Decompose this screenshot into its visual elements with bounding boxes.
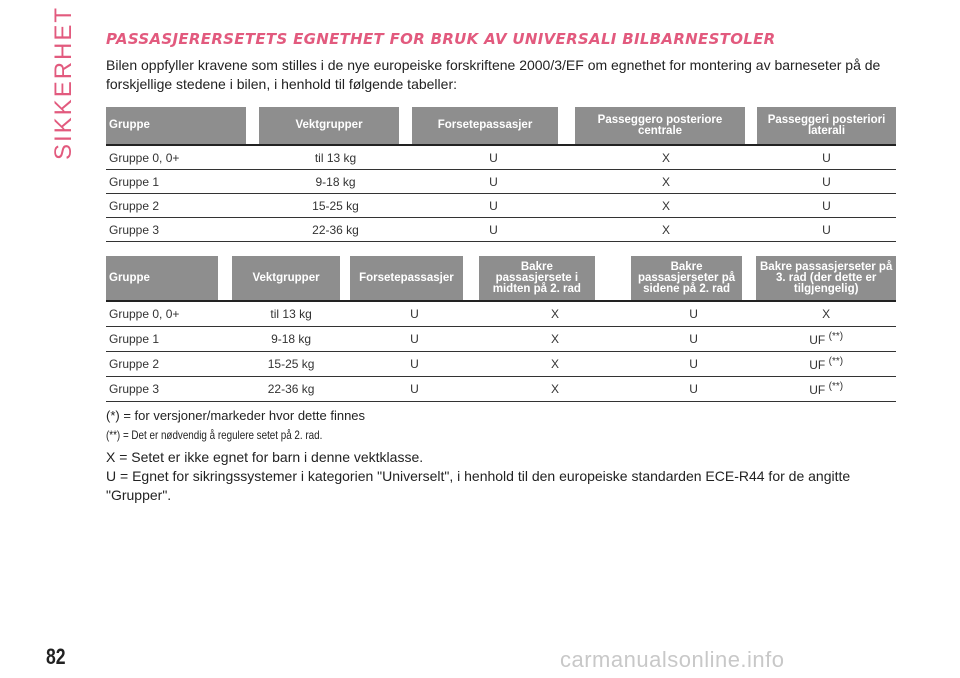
column-header: Passeggero posteriore centrale <box>575 107 745 145</box>
page-number: 82 <box>46 644 66 669</box>
table-cell: 15-25 kg <box>259 194 412 218</box>
legend-x: X = Setet er ikke egnet for barn i denne vektklasse. <box>106 449 424 465</box>
table-cell: U <box>631 327 756 352</box>
watermark: carmanualsonline.info <box>560 647 785 672</box>
table-cell: U <box>350 377 479 402</box>
table-cell: U <box>631 301 756 327</box>
footnote-mark: (**) <box>828 356 844 367</box>
table-row <box>106 170 896 194</box>
table-cell <box>756 352 896 377</box>
table-cell: Gruppe 2 <box>106 352 232 377</box>
table-cell: U <box>412 194 575 218</box>
table-cell: X <box>575 194 757 218</box>
table-cell: X <box>575 170 757 194</box>
table-cell: X <box>575 218 757 242</box>
table-cell: Gruppe 1 <box>106 327 232 352</box>
table-cell: U <box>350 301 479 327</box>
footnote-mark: (**) <box>828 331 844 342</box>
table-row <box>106 301 896 327</box>
column-header: Forsetepassasjer <box>412 107 558 145</box>
table-cell: U <box>412 145 575 170</box>
suitability-table-1 <box>106 107 896 242</box>
table-cell: 22-36 kg <box>232 377 349 402</box>
table-cell: til 13 kg <box>232 301 349 327</box>
footnote-mark: (**) <box>828 381 844 392</box>
table-cell: Gruppe 0, 0+ <box>106 301 232 327</box>
table-cell: X <box>479 301 631 327</box>
table-cell: X <box>575 145 757 170</box>
column-header: Forsetepassasjer <box>350 256 463 301</box>
table-cell: X <box>756 301 896 327</box>
table-cell: U <box>350 352 479 377</box>
table-cell: Gruppe 3 <box>106 218 259 242</box>
column-header: Bakre passasjerseter på sidene på 2. rad <box>631 256 742 301</box>
table-cell <box>756 377 896 402</box>
table-cell: til 13 kg <box>259 145 412 170</box>
footnote-single-star: (*) = for versjoner/markeder hvor dette finnes <box>106 408 366 423</box>
table-cell: 22-36 kg <box>259 218 412 242</box>
table-cell: X <box>479 377 631 402</box>
table-header-row <box>106 256 896 301</box>
table-cell: Gruppe 0, 0+ <box>106 145 259 170</box>
table-cell: U <box>631 377 756 402</box>
table-cell: U <box>757 218 896 242</box>
column-header: Gruppe <box>106 107 246 145</box>
table-cell: 15-25 kg <box>232 352 349 377</box>
column-header: Vektgrupper <box>232 256 339 301</box>
table-cell: U <box>757 170 896 194</box>
table-cell: 9-18 kg <box>232 327 349 352</box>
column-header: Vektgrupper <box>259 107 399 145</box>
column-header: Passeggeri posteriori laterali <box>757 107 896 145</box>
table-row <box>106 218 896 242</box>
table-row <box>106 352 896 377</box>
table-cell: X <box>479 352 631 377</box>
table-cell: U <box>757 145 896 170</box>
suitability-table-2 <box>106 256 896 402</box>
table-row <box>106 377 896 402</box>
table-row <box>106 194 896 218</box>
table-cell: 9-18 kg <box>259 170 412 194</box>
intro-paragraph: Bilen oppfyller kravene som stilles i de nye europeiske forskriftene 2000/3/EF om egnethet for montering av barneseter på de forskjellige stedene i bilen, i henhold til følgende tabeller: <box>106 57 881 92</box>
legend-u: U = Egnet for sikringssystemer i kategorien "Universelt", i henhold til den europeiske standarden ECE-R44 for de angitte "Grupper". <box>106 468 851 503</box>
table-cell: U <box>757 194 896 218</box>
table-cell: X <box>479 327 631 352</box>
table-cell: U <box>412 170 575 194</box>
uf-value: UF <box>809 383 826 397</box>
uf-value: UF <box>809 358 826 372</box>
table-cell: Gruppe 2 <box>106 194 259 218</box>
section-title: PASSASJERERSETETS EGNETHET FOR BRUK AV UNIVERSALI BILBARNESTOLER <box>106 30 776 48</box>
table-header-row <box>106 107 896 145</box>
table-cell: U <box>631 352 756 377</box>
column-header: Gruppe <box>106 256 218 301</box>
table-cell: Gruppe 1 <box>106 170 259 194</box>
table-cell: U <box>412 218 575 242</box>
table-cell: Gruppe 3 <box>106 377 232 402</box>
uf-value: UF <box>809 333 826 347</box>
table-cell: U <box>350 327 479 352</box>
chapter-side-label: SIKKERHET <box>50 5 77 160</box>
column-header: Bakre passasjersete i midten på 2. rad <box>479 256 594 301</box>
table-row <box>106 327 896 352</box>
column-header: Bakre passasjerseter på 3. rad (der dette er tilgjengelig) <box>756 256 896 301</box>
table-row <box>106 145 896 170</box>
footnote-double-star: (**) = Det er nødvendig å regulere setet på 2. rad. <box>106 428 323 442</box>
table-cell <box>756 327 896 352</box>
